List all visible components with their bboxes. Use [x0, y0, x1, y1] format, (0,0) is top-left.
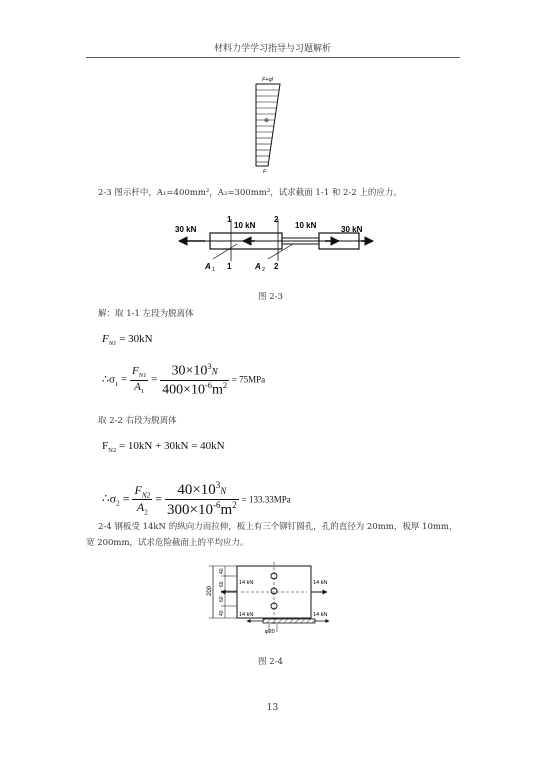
eq2-therefore: ∴σ	[102, 373, 115, 386]
hole-diameter: φ20	[265, 629, 275, 635]
force-top-right: 14 kN	[313, 580, 328, 586]
figure-2-4-caption: 图 2-4	[258, 657, 283, 667]
diagram-top-label: F+ql	[262, 77, 273, 83]
solution-step-2: 取 2-2 右段为脱离体	[98, 416, 177, 426]
figure-2-3	[175, 214, 375, 274]
load-left-label: 30 kN	[175, 225, 197, 234]
problem-2-3-statement: 2-3 图示杆中，A₁=400mm²，A₂=300mm²，试求截面 1-1 和 2-2 上的应力。	[98, 188, 402, 198]
problem-2-4-line-1: 2-4 钢板受 14kN 的纵向力而拉伸，板上有三个铆钉圆孔，孔的直径为 20mm，板厚 10mm，	[98, 522, 458, 532]
equation-sigma1: $\therefore\sigma_1$ = $\frac{F_{N1}}{A_1}$ = $\frac{30\times 10^3N}{400\times 10^{-6}m^2}$ = 75MPa	[102, 362, 266, 398]
equation-fn2	[102, 440, 225, 454]
eq2-fraction-1: $\frac{F_{N1}}{A_1}$	[131, 365, 147, 395]
force-bottom-left: 14 kN	[239, 612, 254, 618]
section-2-bottom: 2	[274, 262, 279, 271]
eq4-fraction-1: $\frac{F_{N2}}{A_2}$	[134, 482, 151, 517]
page-number: 13	[266, 703, 279, 713]
equation-fn1	[102, 333, 153, 347]
eq2-fraction-2: $\frac{30\times 10^3N}{400\times 10^{-6}m^2}$	[162, 362, 228, 398]
header-rule	[86, 57, 460, 58]
diagram-sign: ⊕	[264, 118, 270, 124]
figure-2-4	[203, 562, 343, 638]
running-header: 材料力学学习指导与习题解析	[213, 44, 331, 54]
eq4-fraction-2: $\frac{40\times 10^3N}{300\times 10^{-6}m^2}$	[167, 480, 237, 518]
section-2-top: 2	[274, 215, 279, 224]
eq3-rhs: = 10kN + 30kN = 40kN	[116, 440, 225, 452]
area-2-sub: 2	[262, 267, 266, 273]
dim-d: 40	[219, 610, 225, 616]
force-bottom-right: 14 kN	[313, 612, 328, 618]
area-2-label: A	[255, 262, 261, 271]
eq3-sub: N2	[108, 447, 117, 455]
eq3-lhs: F	[102, 440, 109, 452]
section-1-top: 1	[227, 215, 232, 224]
area-1-label: A	[205, 262, 211, 271]
eq2-result: = 75MPa	[231, 374, 266, 385]
load-mid2-label: 10 kN	[295, 221, 317, 230]
solution-intro: 解：取 1-1 左段为脱离体	[98, 309, 194, 319]
dim-a: 40	[219, 568, 225, 574]
eq1-lhs: F	[102, 333, 109, 345]
eq4-result: = 133.33MPa	[241, 494, 291, 505]
dim-total: 200	[207, 585, 213, 596]
eq2-sub: 1	[114, 380, 119, 388]
dim-c: 60	[219, 596, 225, 602]
eq4-therefore: ∴σ	[102, 491, 117, 506]
eq4-sub: 2	[116, 499, 120, 508]
problem-2-4-line-2: 宽 200mm，试求危险截面上的平均应力。	[86, 538, 249, 548]
equation-sigma2: $\therefore\sigma_2$ = $\frac{F_{N2}}{A_2}$ = $\frac{40\times 10^3N}{300\times 10^{-6}m^2}$ = 133.33MPa	[102, 480, 291, 518]
force-top-left: 14 kN	[239, 580, 254, 586]
diagram-bottom-label: F	[263, 169, 267, 174]
eq1-rhs: = 30kN	[116, 333, 153, 345]
area-1-sub: 1	[212, 267, 216, 273]
eq1-sub: N1	[108, 340, 117, 348]
load-mid1-label: 10 kN	[234, 221, 256, 230]
dim-b: 60	[219, 581, 225, 587]
figure-2-3-caption: 图 2-3	[258, 292, 283, 302]
section-1-bottom: 1	[227, 262, 232, 271]
axial-force-diagram	[248, 74, 288, 174]
load-right-label: 30 kN	[341, 225, 363, 234]
